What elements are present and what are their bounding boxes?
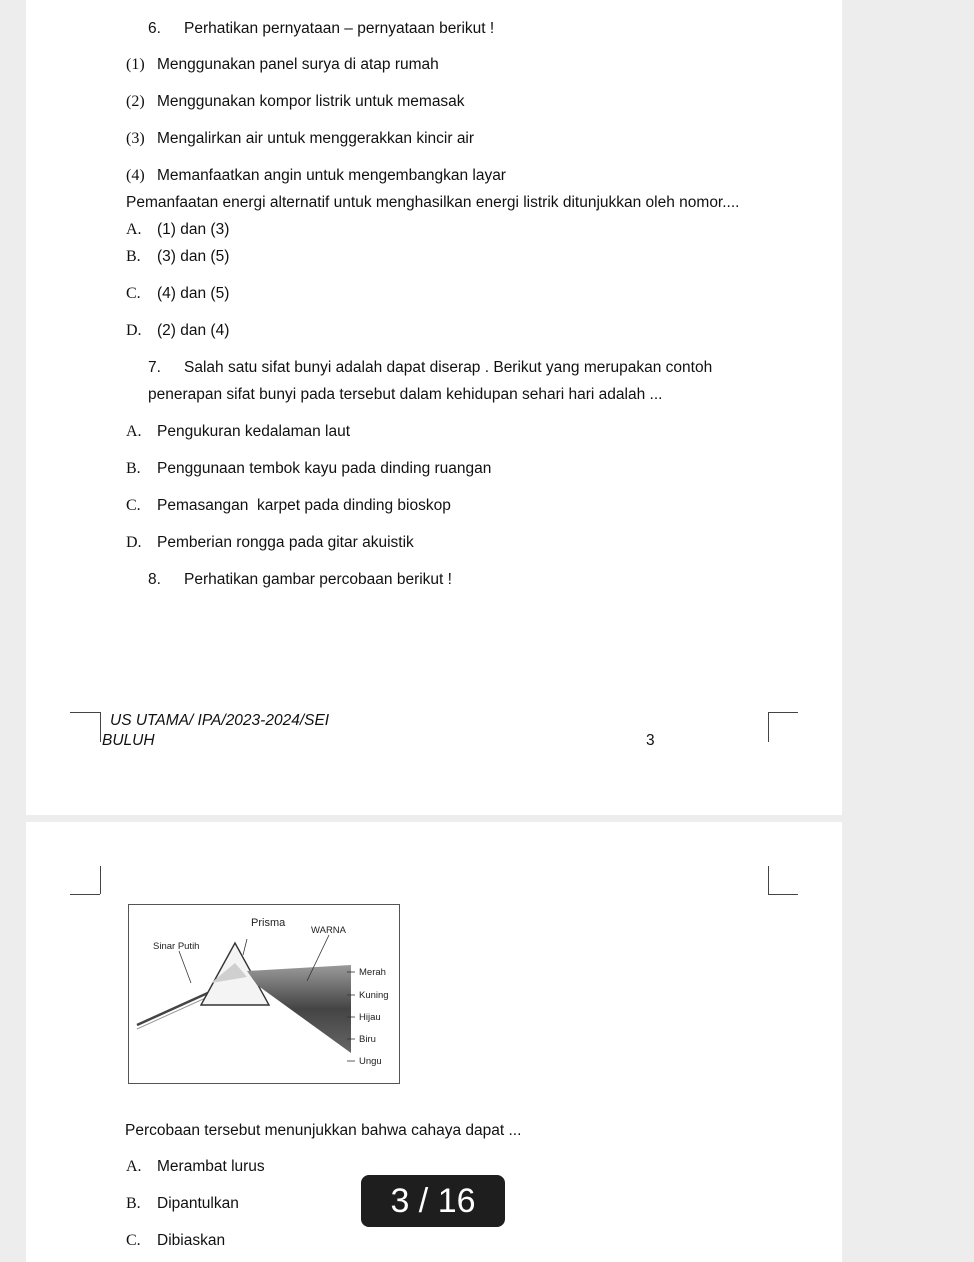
crop-mark <box>768 712 769 742</box>
q6-option-letter: D. <box>126 322 142 339</box>
q6-statement-num: (3) <box>126 130 145 147</box>
q6-statement-text: Mengalirkan air untuk menggerakkan kincir air <box>157 130 475 147</box>
q6-statement-text: Menggunakan panel surya di atap rumah <box>157 56 439 73</box>
q8-number: 8. <box>148 571 161 588</box>
prism-label-leader <box>243 939 247 955</box>
footer-page-number: 3 <box>646 732 655 749</box>
color-spectrum <box>247 965 351 1053</box>
q8-option-letter: A. <box>126 1158 142 1175</box>
q7-stem-line2: penerapan sifat bunyi pada tersebut dalam kehidupan sehari hari adalah ... <box>148 386 663 403</box>
q8-stem: Perhatikan gambar percobaan berikut ! <box>184 571 452 588</box>
crop-mark <box>70 712 100 713</box>
q8-option-letter: B. <box>126 1195 141 1212</box>
q6-statement-num: (4) <box>126 167 145 184</box>
spectrum-color-label: Kuning <box>359 990 389 1001</box>
spectrum-color-label: Merah <box>359 967 386 978</box>
q8-option-letter: C. <box>126 1232 141 1249</box>
color-label: WARNA <box>311 925 347 936</box>
crop-mark <box>768 894 798 895</box>
q6-stem: Perhatikan pernyataan – pernyataan berikut ! <box>184 20 495 37</box>
spectrum-color-label: Ungu <box>359 1056 382 1067</box>
q7-option-letter: C. <box>126 497 141 514</box>
q7-option-letter: A. <box>126 423 142 440</box>
q6-statement-num: (1) <box>126 56 145 73</box>
crop-mark <box>100 866 101 894</box>
q7-stem-line1: Salah satu sifat bunyi adalah dapat diserap . Berikut yang merupakan contoh <box>184 359 713 376</box>
q7-option-text: Pemasangan karpet pada dinding bioskop <box>157 497 451 514</box>
q6-option-text: (3) dan (5) <box>157 248 230 265</box>
crop-mark <box>768 712 798 713</box>
q7-number: 7. <box>148 359 161 376</box>
q6-question: Pemanfaatan energi alternatif untuk menghasilkan energi listrik ditunjukkan oleh nomor.... <box>126 194 740 211</box>
crop-mark <box>768 866 769 894</box>
q7-option-letter: B. <box>126 460 141 477</box>
crop-mark <box>100 712 101 742</box>
white-light-label: Sinar Putih <box>153 941 200 952</box>
q8-question: Percobaan tersebut menunjukkan bahwa cahaya dapat ... <box>125 1122 522 1139</box>
q6-option-letter: B. <box>126 248 141 265</box>
q6-option-text: (4) dan (5) <box>157 285 230 302</box>
footer-line1: US UTAMA/ IPA/2023-2024/SEI <box>110 712 330 729</box>
q6-statement-num: (2) <box>126 93 145 110</box>
q6-option-text: (2) dan (4) <box>157 322 230 339</box>
document-page-3 <box>26 0 842 815</box>
page-indicator: 3 / 16 <box>361 1175 505 1227</box>
q8-option-text: Merambat lurus <box>157 1158 265 1175</box>
prism-dispersion-figure <box>128 904 400 1084</box>
crop-mark <box>70 894 100 895</box>
q7-option-text: Penggunaan tembok kayu pada dinding ruangan <box>157 460 492 477</box>
light-label-leader <box>179 951 191 983</box>
q6-number: 6. <box>148 20 161 37</box>
q6-option-letter: C. <box>126 285 141 302</box>
q6-statement-text: Menggunakan kompor listrik untuk memasak <box>157 93 465 110</box>
q6-option-letter: A. <box>126 221 142 238</box>
q8-option-text: Dipantulkan <box>157 1195 239 1212</box>
q7-option-letter: D. <box>126 534 142 551</box>
spectrum-color-label: Hijau <box>359 1012 381 1023</box>
prism-label: Prisma <box>251 917 286 929</box>
q6-option-text: (1) dan (3) <box>157 221 230 238</box>
q6-statement-text: Memanfaatkan angin untuk mengembangkan layar <box>157 167 506 184</box>
footer-line2: BULUH <box>102 732 155 749</box>
q8-option-text: Dibiaskan <box>157 1232 226 1249</box>
spectrum-color-label: Biru <box>359 1034 376 1045</box>
q7-option-text: Pengukuran kedalaman laut <box>157 423 351 440</box>
q7-option-text: Pemberian rongga pada gitar akuistik <box>157 534 414 551</box>
